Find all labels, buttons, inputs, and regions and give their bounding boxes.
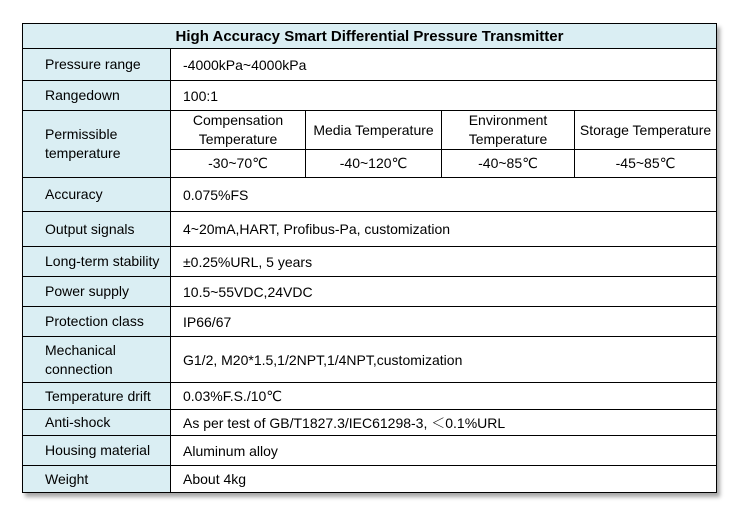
- row-label-permissible-temperature: Permissible temperature: [23, 111, 171, 178]
- sub-header-media-temperature: Media Temperature: [306, 111, 442, 150]
- table-title: High Accuracy Smart Differential Pressure Transmitter: [23, 24, 717, 49]
- table-row: [23, 383, 717, 410]
- row-label-protection-class: Protection class: [23, 307, 171, 337]
- sub-value-storage-temperature: -45~85℃: [575, 150, 717, 178]
- row-value-output-signals: 4~20mA,HART, Profibus-Pa, customization: [171, 212, 717, 247]
- table-row: [23, 81, 717, 111]
- table-row: [23, 111, 717, 150]
- sub-value-compensation-temperature: -30~70℃: [171, 150, 306, 178]
- table-row: [23, 212, 717, 247]
- row-label-weight: Weight: [23, 466, 171, 493]
- sub-value-environment-temperature: -40~85℃: [442, 150, 575, 178]
- row-value-rangedown: 100:1: [171, 81, 717, 111]
- row-label-temperature-drift: Temperature drift: [23, 383, 171, 410]
- row-label-power-supply: Power supply: [23, 277, 171, 307]
- table-row: [23, 277, 717, 307]
- table-row: [23, 247, 717, 277]
- row-label-output-signals: Output signals: [23, 212, 171, 247]
- row-value-housing-material: Aluminum alloy: [171, 436, 717, 466]
- row-label-housing-material: Housing material: [23, 436, 171, 466]
- row-label-mechanical-connection: Mechanical connection: [23, 337, 171, 383]
- row-value-pressure-range: -4000kPa~4000kPa: [171, 49, 717, 81]
- row-label-anti-shock: Anti-shock: [23, 410, 171, 436]
- sub-header-compensation-temperature: Compensation Temperature: [171, 111, 306, 150]
- table-row: [23, 337, 717, 383]
- row-label-accuracy: Accuracy: [23, 178, 171, 212]
- table-row: [23, 410, 717, 436]
- table-row: [23, 436, 717, 466]
- table-row: [23, 466, 717, 493]
- table-row: [23, 307, 717, 337]
- row-value-mechanical-connection: G1/2, M20*1.5,1/2NPT,1/4NPT,customization: [171, 337, 717, 383]
- row-label-rangedown: Rangedown: [23, 81, 171, 111]
- row-value-power-supply: 10.5~55VDC,24VDC: [171, 277, 717, 307]
- row-value-weight: About 4kg: [171, 466, 717, 493]
- sub-header-storage-temperature: Storage Temperature: [575, 111, 717, 150]
- row-label-pressure-range: Pressure range: [23, 49, 171, 81]
- table-row: [23, 49, 717, 81]
- row-label-long-term-stability: Long-term stability: [23, 247, 171, 277]
- title-row: [23, 24, 717, 49]
- sub-value-media-temperature: -40~120℃: [306, 150, 442, 178]
- row-value-accuracy: 0.075%FS: [171, 178, 717, 212]
- row-value-long-term-stability: ±0.25%URL, 5 years: [171, 247, 717, 277]
- row-value-temperature-drift: 0.03%F.S./10℃: [171, 383, 717, 410]
- spec-table: [22, 23, 717, 493]
- row-value-anti-shock: As per test of GB/T1827.3/IEC61298-3, ＜0.1%URL: [171, 410, 717, 436]
- row-value-protection-class: IP66/67: [171, 307, 717, 337]
- table-row: [23, 178, 717, 212]
- sub-header-environment-temperature: Environment Temperature: [442, 111, 575, 150]
